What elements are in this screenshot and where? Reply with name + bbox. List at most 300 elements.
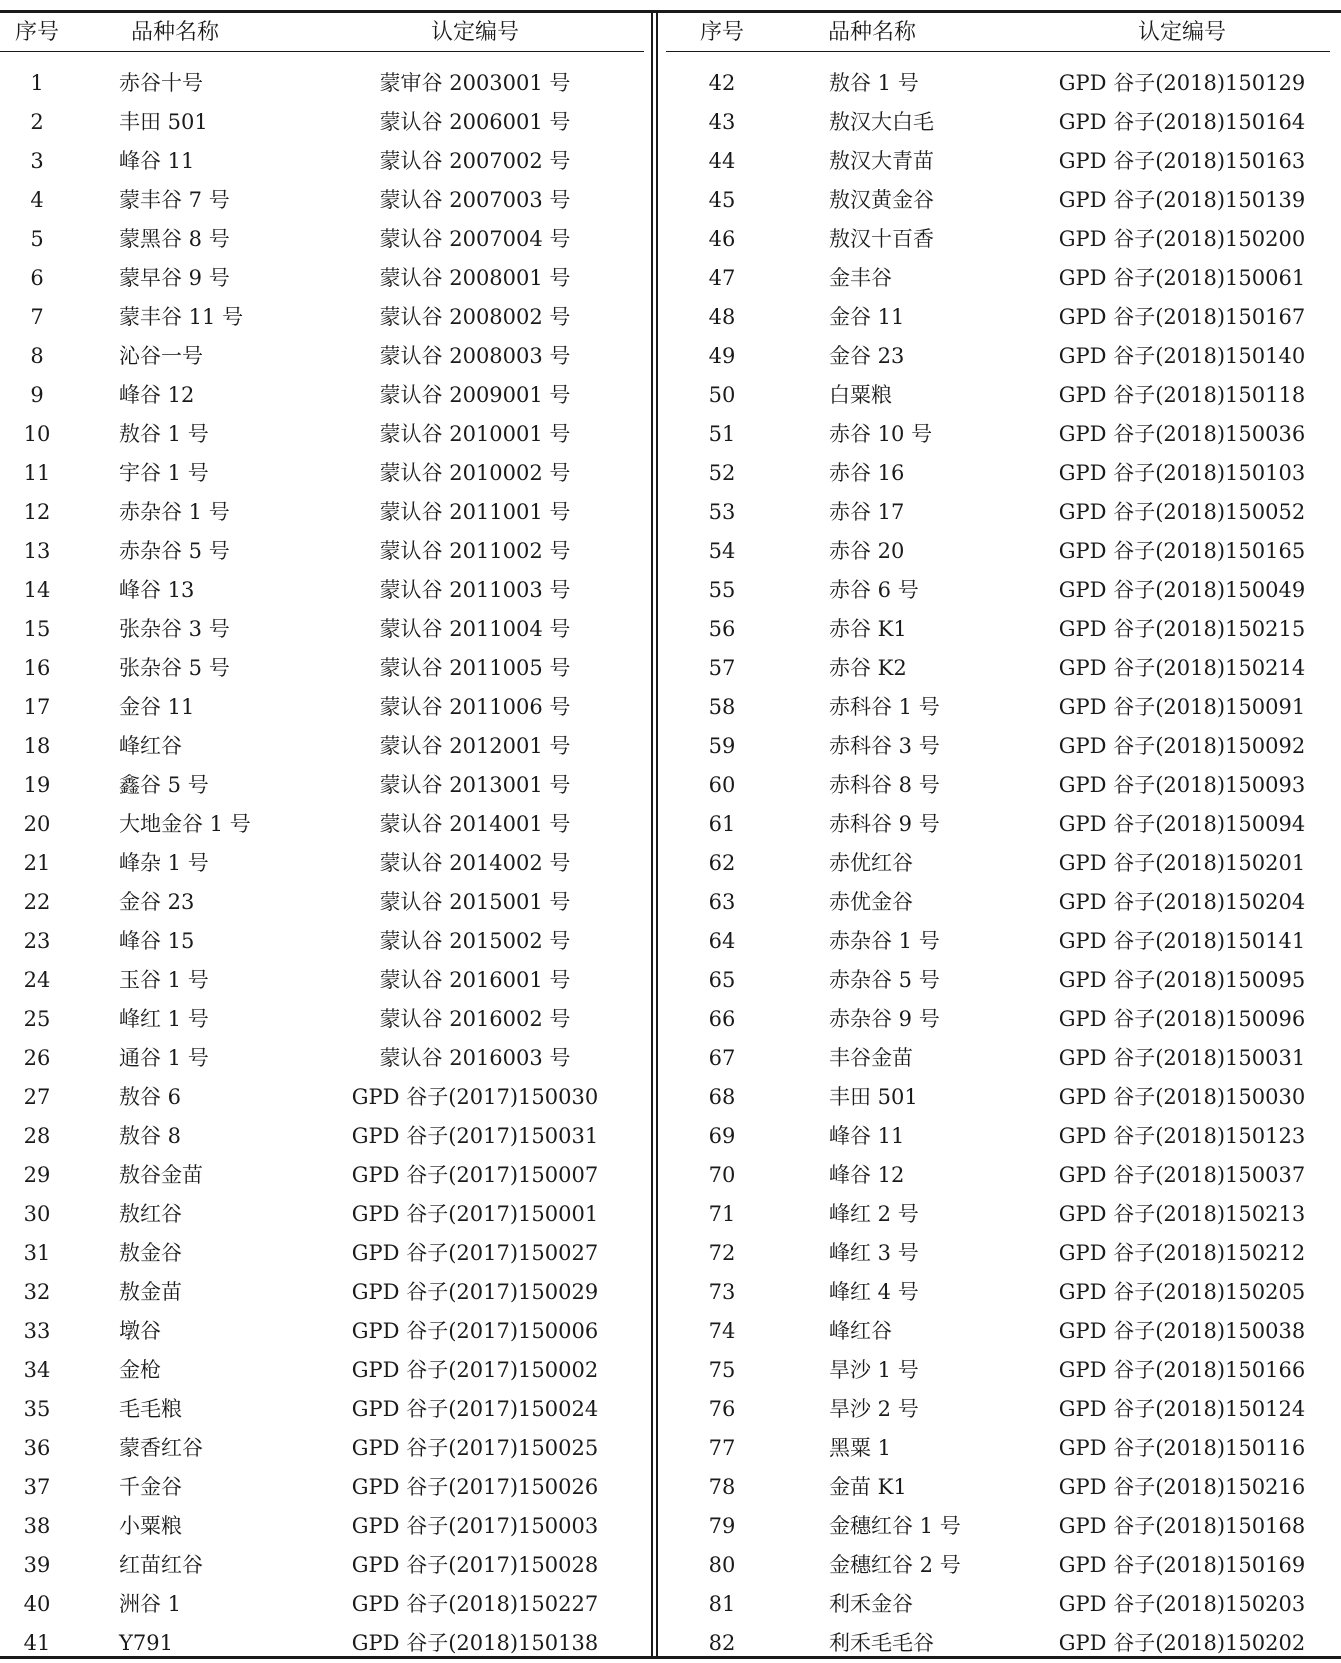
table-row <box>662 883 1341 922</box>
cell-approval-code: GPD 谷子(2018)150037 <box>1058 1163 1306 1187</box>
table-row <box>0 220 648 259</box>
cell-approval-code: 蒙认谷 2009001 号 <box>379 383 571 407</box>
cell-index: 54 <box>708 539 736 563</box>
header-code: 认定编号 <box>1137 20 1226 45</box>
cell-index: 58 <box>708 695 736 719</box>
cell-index: 24 <box>23 968 51 992</box>
cell-index: 20 <box>23 812 51 836</box>
cell-index: 40 <box>23 1592 51 1616</box>
cell-variety-name: 鑫谷 5 号 <box>119 773 209 797</box>
cell-index: 75 <box>708 1358 736 1382</box>
cell-index: 45 <box>708 188 736 212</box>
cell-index: 17 <box>23 695 51 719</box>
cell-approval-code: 蒙认谷 2008002 号 <box>379 305 571 329</box>
cell-variety-name: 蒙香红谷 <box>119 1436 203 1460</box>
cell-variety-name: 金谷 23 <box>829 344 905 368</box>
table-row <box>662 1195 1341 1234</box>
cell-variety-name: 洲谷 1 <box>119 1592 182 1616</box>
cell-variety-name: 金丰谷 <box>829 266 892 290</box>
table-row <box>0 766 648 805</box>
cell-index: 82 <box>708 1631 736 1655</box>
cell-approval-code: GPD 谷子(2017)150029 <box>351 1280 599 1304</box>
cell-index: 74 <box>708 1319 736 1343</box>
cell-variety-name: 千金谷 <box>119 1475 182 1499</box>
table-row <box>0 610 648 649</box>
cell-index: 7 <box>30 305 44 329</box>
header-name: 品种名称 <box>131 20 220 45</box>
table-row <box>662 571 1341 610</box>
table-row <box>0 1585 648 1624</box>
table-row <box>0 259 648 298</box>
table-row <box>662 298 1341 337</box>
table-row <box>0 1351 648 1390</box>
cell-index: 14 <box>23 578 51 602</box>
cell-approval-code: GPD 谷子(2017)150003 <box>351 1514 599 1538</box>
cell-approval-code: GPD 谷子(2018)150118 <box>1058 383 1306 407</box>
cell-index: 38 <box>23 1514 51 1538</box>
table-row <box>662 259 1341 298</box>
cell-index: 23 <box>23 929 51 953</box>
table-body <box>662 54 1341 1663</box>
cell-variety-name: 旱沙 1 号 <box>829 1358 919 1382</box>
cell-approval-code: GPD 谷子(2017)150031 <box>351 1124 599 1148</box>
table-row <box>662 610 1341 649</box>
cell-index: 57 <box>708 656 736 680</box>
cell-index: 5 <box>30 227 44 251</box>
cell-approval-code: GPD 谷子(2017)150024 <box>351 1397 599 1421</box>
table-row <box>662 454 1341 493</box>
cell-approval-code: 蒙认谷 2016003 号 <box>379 1046 571 1070</box>
table-row <box>662 961 1341 1000</box>
table-row <box>0 571 648 610</box>
cell-variety-name: 敖汉十百香 <box>829 227 934 251</box>
table-row <box>662 1039 1341 1078</box>
cell-index: 71 <box>708 1202 736 1226</box>
cell-index: 27 <box>23 1085 51 1109</box>
cell-variety-name: 金谷 23 <box>119 890 195 914</box>
cell-index: 28 <box>23 1124 51 1148</box>
table-row <box>662 1156 1341 1195</box>
table-row <box>662 1351 1341 1390</box>
cell-variety-name: Y791 <box>119 1631 173 1655</box>
cell-variety-name: 红苗红谷 <box>119 1553 203 1577</box>
cell-variety-name: 赤谷 17 <box>829 500 905 524</box>
table-row <box>662 64 1341 103</box>
table-row <box>0 1624 648 1663</box>
cell-index: 69 <box>708 1124 736 1148</box>
cell-index: 64 <box>708 929 736 953</box>
cell-index: 22 <box>23 890 51 914</box>
cell-approval-code: GPD 谷子(2018)150052 <box>1058 500 1306 524</box>
cell-variety-name: 敖谷 6 <box>119 1085 182 1109</box>
cell-index: 41 <box>23 1631 51 1655</box>
table-row <box>662 181 1341 220</box>
cell-variety-name: 金穗红谷 2 号 <box>829 1553 961 1577</box>
cell-variety-name: 宇谷 1 号 <box>119 461 209 485</box>
cell-approval-code: GPD 谷子(2018)150091 <box>1058 695 1306 719</box>
cell-approval-code: 蒙认谷 2011002 号 <box>379 539 571 563</box>
cell-variety-name: 敖谷 1 号 <box>829 71 919 95</box>
table-row <box>0 1507 648 1546</box>
cell-variety-name: 峰谷 13 <box>119 578 195 602</box>
header-code: 认定编号 <box>430 20 519 45</box>
cell-variety-name: 蒙早谷 9 号 <box>119 266 230 290</box>
cell-approval-code: 蒙认谷 2008003 号 <box>379 344 571 368</box>
cell-index: 32 <box>23 1280 51 1304</box>
cell-index: 4 <box>30 188 44 212</box>
cell-approval-code: 蒙认谷 2016001 号 <box>379 968 571 992</box>
table-row <box>0 337 648 376</box>
cell-index: 51 <box>708 422 736 446</box>
cell-index: 53 <box>708 500 736 524</box>
cell-variety-name: 峰红谷 <box>829 1319 892 1343</box>
cell-approval-code: GPD 谷子(2018)150164 <box>1058 110 1306 134</box>
cell-index: 11 <box>23 461 51 485</box>
cell-variety-name: 敖金苗 <box>119 1280 182 1304</box>
cell-approval-code: GPD 谷子(2018)150163 <box>1058 149 1306 173</box>
cell-variety-name: 大地金谷 1 号 <box>119 812 251 836</box>
cell-approval-code: GPD 谷子(2018)150216 <box>1058 1475 1306 1499</box>
table-row <box>0 961 648 1000</box>
table-row <box>0 103 648 142</box>
cell-approval-code: 蒙认谷 2007003 号 <box>379 188 571 212</box>
cell-approval-code: 蒙认谷 2013001 号 <box>379 773 571 797</box>
table-row <box>662 337 1341 376</box>
cell-index: 6 <box>30 266 44 290</box>
table-row <box>0 805 648 844</box>
cell-approval-code: GPD 谷子(2017)150007 <box>351 1163 599 1187</box>
cell-approval-code: GPD 谷子(2018)150204 <box>1058 890 1306 914</box>
cell-approval-code: GPD 谷子(2017)150025 <box>351 1436 599 1460</box>
cell-approval-code: GPD 谷子(2018)150124 <box>1058 1397 1306 1421</box>
table-row <box>0 1546 648 1585</box>
table-row <box>662 1546 1341 1585</box>
cell-approval-code: GPD 谷子(2018)150227 <box>351 1592 599 1616</box>
cell-variety-name: 利禾金谷 <box>829 1592 913 1616</box>
cell-approval-code: GPD 谷子(2018)150140 <box>1058 344 1306 368</box>
cell-index: 35 <box>23 1397 51 1421</box>
cell-variety-name: 赤杂谷 9 号 <box>829 1007 940 1031</box>
cell-variety-name: 峰红 2 号 <box>829 1202 919 1226</box>
cell-index: 78 <box>708 1475 736 1499</box>
cell-index: 55 <box>708 578 736 602</box>
cell-variety-name: 赤谷 10 号 <box>829 422 933 446</box>
cell-variety-name: 通谷 1 号 <box>119 1046 209 1070</box>
table-row <box>662 1312 1341 1351</box>
table-row <box>0 1078 648 1117</box>
cell-index: 31 <box>23 1241 51 1265</box>
cell-approval-code: 蒙认谷 2014001 号 <box>379 812 571 836</box>
header-row <box>0 12 648 54</box>
table-row <box>662 805 1341 844</box>
cell-approval-code: GPD 谷子(2018)150094 <box>1058 812 1306 836</box>
table-row <box>662 1507 1341 1546</box>
cell-index: 56 <box>708 617 736 641</box>
cell-index: 67 <box>708 1046 736 1070</box>
cell-variety-name: 赤科谷 9 号 <box>829 812 940 836</box>
cell-variety-name: 敖汉大白毛 <box>829 110 934 134</box>
cell-variety-name: 峰杂 1 号 <box>119 851 209 875</box>
cell-approval-code: GPD 谷子(2018)150141 <box>1058 929 1306 953</box>
cell-index: 47 <box>708 266 736 290</box>
cell-variety-name: 旱沙 2 号 <box>829 1397 919 1421</box>
table-row <box>0 181 648 220</box>
cell-index: 68 <box>708 1085 736 1109</box>
cell-approval-code: GPD 谷子(2018)150214 <box>1058 656 1306 680</box>
table-row <box>662 220 1341 259</box>
cell-variety-name: 金苗 K1 <box>829 1475 907 1499</box>
cell-approval-code: GPD 谷子(2017)150001 <box>351 1202 599 1226</box>
cell-approval-code: 蒙认谷 2015002 号 <box>379 929 571 953</box>
cell-variety-name: 峰红 1 号 <box>119 1007 209 1031</box>
cell-approval-code: 蒙认谷 2010001 号 <box>379 422 571 446</box>
cell-index: 18 <box>23 734 51 758</box>
cell-index: 60 <box>708 773 736 797</box>
cell-variety-name: 金枪 <box>119 1358 161 1382</box>
table-row <box>0 142 648 181</box>
table-row <box>0 493 648 532</box>
cell-variety-name: 敖谷金苗 <box>119 1163 203 1187</box>
table-row <box>0 844 648 883</box>
table-row <box>0 922 648 961</box>
cell-approval-code: GPD 谷子(2018)150116 <box>1058 1436 1306 1460</box>
cell-approval-code: GPD 谷子(2017)150028 <box>351 1553 599 1577</box>
cell-approval-code: GPD 谷子(2018)150129 <box>1058 71 1306 95</box>
cell-variety-name: 敖谷 8 <box>119 1124 182 1148</box>
cell-index: 39 <box>23 1553 51 1577</box>
cell-variety-name: 玉谷 1 号 <box>119 968 209 992</box>
cell-variety-name: 赤杂谷 1 号 <box>119 500 230 524</box>
cell-approval-code: GPD 谷子(2018)150139 <box>1058 188 1306 212</box>
cell-index: 61 <box>708 812 736 836</box>
column-divider-a <box>651 10 653 1659</box>
cell-approval-code: 蒙认谷 2011006 号 <box>379 695 571 719</box>
table-row <box>0 532 648 571</box>
cell-index: 9 <box>30 383 44 407</box>
cell-approval-code: 蒙认谷 2014002 号 <box>379 851 571 875</box>
cell-index: 43 <box>708 110 736 134</box>
column-divider-b <box>656 10 658 1659</box>
table-row <box>662 532 1341 571</box>
table-row <box>0 1234 648 1273</box>
cell-index: 63 <box>708 890 736 914</box>
table-row <box>662 1429 1341 1468</box>
cell-index: 59 <box>708 734 736 758</box>
table-row <box>0 415 648 454</box>
cell-approval-code: 蒙认谷 2011005 号 <box>379 656 571 680</box>
cell-variety-name: 丰田 501 <box>829 1085 918 1109</box>
cell-approval-code: GPD 谷子(2018)150202 <box>1058 1631 1306 1655</box>
cell-approval-code: 蒙认谷 2011004 号 <box>379 617 571 641</box>
table-row <box>662 376 1341 415</box>
cell-index: 81 <box>708 1592 736 1616</box>
cell-approval-code: GPD 谷子(2018)150138 <box>351 1631 599 1655</box>
cell-variety-name: 峰谷 12 <box>829 1163 905 1187</box>
cell-approval-code: GPD 谷子(2018)150167 <box>1058 305 1306 329</box>
cell-variety-name: 利禾毛毛谷 <box>829 1631 934 1655</box>
table-row <box>662 1624 1341 1663</box>
cell-index: 2 <box>30 110 44 134</box>
header-index: 序号 <box>14 20 59 45</box>
cell-approval-code: GPD 谷子(2018)150212 <box>1058 1241 1306 1265</box>
cell-approval-code: GPD 谷子(2018)150103 <box>1058 461 1306 485</box>
cell-variety-name: 赤优红谷 <box>829 851 913 875</box>
cell-index: 3 <box>30 149 44 173</box>
cell-variety-name: 敖汉大青苗 <box>829 149 934 173</box>
table-row <box>0 454 648 493</box>
cell-variety-name: 赤谷十号 <box>119 71 203 95</box>
cell-variety-name: 金穗红谷 1 号 <box>829 1514 961 1538</box>
table-row <box>0 1117 648 1156</box>
cell-approval-code: GPD 谷子(2018)150168 <box>1058 1514 1306 1538</box>
table-row <box>0 64 648 103</box>
cell-index: 76 <box>708 1397 736 1421</box>
table-row <box>0 1156 648 1195</box>
cell-index: 16 <box>23 656 51 680</box>
cell-approval-code: GPD 谷子(2018)150203 <box>1058 1592 1306 1616</box>
cell-approval-code: GPD 谷子(2017)150026 <box>351 1475 599 1499</box>
cell-index: 79 <box>708 1514 736 1538</box>
cell-variety-name: 毛毛粮 <box>119 1397 182 1421</box>
cell-variety-name: 赤谷 20 <box>829 539 905 563</box>
cell-variety-name: 敖红谷 <box>119 1202 182 1226</box>
table-row <box>662 649 1341 688</box>
cell-variety-name: 沁谷一号 <box>119 344 203 368</box>
cell-variety-name: 赤科谷 8 号 <box>829 773 940 797</box>
cell-approval-code: GPD 谷子(2018)150215 <box>1058 617 1306 641</box>
cell-variety-name: 金谷 11 <box>829 305 905 329</box>
cell-index: 65 <box>708 968 736 992</box>
cell-approval-code: 蒙认谷 2007004 号 <box>379 227 571 251</box>
cell-index: 8 <box>30 344 44 368</box>
cell-index: 26 <box>23 1046 51 1070</box>
cell-approval-code: 蒙认谷 2016002 号 <box>379 1007 571 1031</box>
cell-index: 42 <box>708 71 736 95</box>
table-row <box>662 142 1341 181</box>
cell-variety-name: 墩谷 <box>119 1319 161 1343</box>
table-row <box>662 1273 1341 1312</box>
cell-approval-code: 蒙认谷 2011003 号 <box>379 578 571 602</box>
cell-approval-code: GPD 谷子(2017)150006 <box>351 1319 599 1343</box>
cell-approval-code: GPD 谷子(2017)150027 <box>351 1241 599 1265</box>
table-row <box>0 649 648 688</box>
table-row <box>662 1078 1341 1117</box>
cell-index: 62 <box>708 851 736 875</box>
cell-index: 10 <box>23 422 51 446</box>
table-row <box>662 727 1341 766</box>
cell-index: 15 <box>23 617 51 641</box>
table-row <box>0 688 648 727</box>
cell-approval-code: GPD 谷子(2018)150049 <box>1058 578 1306 602</box>
cell-index: 29 <box>23 1163 51 1187</box>
cell-index: 77 <box>708 1436 736 1460</box>
table-row <box>0 1429 648 1468</box>
cell-variety-name: 敖金谷 <box>119 1241 182 1265</box>
table-row <box>662 1585 1341 1624</box>
cell-index: 44 <box>708 149 736 173</box>
cell-index: 19 <box>23 773 51 797</box>
cell-variety-name: 赤谷 16 <box>829 461 905 485</box>
cell-variety-name: 峰谷 11 <box>829 1124 905 1148</box>
cell-approval-code: GPD 谷子(2018)150123 <box>1058 1124 1306 1148</box>
table-row <box>0 1000 648 1039</box>
cell-index: 30 <box>23 1202 51 1226</box>
left-panel <box>0 12 648 1663</box>
cell-index: 72 <box>708 1241 736 1265</box>
cell-approval-code: GPD 谷子(2018)150200 <box>1058 227 1306 251</box>
cell-index: 70 <box>708 1163 736 1187</box>
table-body <box>0 54 648 1663</box>
cell-approval-code: GPD 谷子(2017)150030 <box>351 1085 599 1109</box>
cell-approval-code: GPD 谷子(2017)150002 <box>351 1358 599 1382</box>
cell-index: 50 <box>708 383 736 407</box>
cell-variety-name: 蒙丰谷 11 号 <box>119 305 244 329</box>
cell-approval-code: GPD 谷子(2018)150031 <box>1058 1046 1306 1070</box>
table-row <box>0 1273 648 1312</box>
cell-variety-name: 金谷 11 <box>119 695 195 719</box>
cell-index: 33 <box>23 1319 51 1343</box>
cell-approval-code: GPD 谷子(2018)150166 <box>1058 1358 1306 1382</box>
table-row <box>0 1390 648 1429</box>
cell-approval-code: GPD 谷子(2018)150036 <box>1058 422 1306 446</box>
cell-variety-name: 赤科谷 1 号 <box>829 695 940 719</box>
cell-index: 46 <box>708 227 736 251</box>
table-row <box>0 727 648 766</box>
cell-approval-code: GPD 谷子(2018)150092 <box>1058 734 1306 758</box>
cell-approval-code: GPD 谷子(2018)150213 <box>1058 1202 1306 1226</box>
cell-variety-name: 敖汉黄金谷 <box>829 188 934 212</box>
cell-approval-code: GPD 谷子(2018)150201 <box>1058 851 1306 875</box>
table-row <box>662 766 1341 805</box>
cell-variety-name: 赤杂谷 1 号 <box>829 929 940 953</box>
cell-variety-name: 丰田 501 <box>119 110 208 134</box>
cell-variety-name: 赤科谷 3 号 <box>829 734 940 758</box>
cell-approval-code: 蒙审谷 2003001 号 <box>379 71 571 95</box>
header-index: 序号 <box>699 20 744 45</box>
table-row <box>0 1195 648 1234</box>
table-row <box>662 493 1341 532</box>
table-row <box>662 1000 1341 1039</box>
table-row <box>0 376 648 415</box>
cell-variety-name: 白粟粮 <box>829 383 892 407</box>
cell-index: 12 <box>23 500 51 524</box>
cell-variety-name: 峰红谷 <box>119 734 182 758</box>
table-row <box>662 415 1341 454</box>
table-row <box>662 688 1341 727</box>
cell-approval-code: GPD 谷子(2018)150030 <box>1058 1085 1306 1109</box>
cell-approval-code: 蒙认谷 2007002 号 <box>379 149 571 173</box>
cell-index: 66 <box>708 1007 736 1031</box>
cell-variety-name: 峰谷 12 <box>119 383 195 407</box>
table-row <box>662 844 1341 883</box>
cell-approval-code: GPD 谷子(2018)150093 <box>1058 773 1306 797</box>
cell-index: 21 <box>23 851 51 875</box>
table-row <box>662 1468 1341 1507</box>
cell-approval-code: 蒙认谷 2012001 号 <box>379 734 571 758</box>
table-row <box>0 1468 648 1507</box>
table-row <box>662 1390 1341 1429</box>
cell-approval-code: 蒙认谷 2015001 号 <box>379 890 571 914</box>
cell-index: 13 <box>23 539 51 563</box>
cell-index: 36 <box>23 1436 51 1460</box>
table-row <box>662 922 1341 961</box>
cell-index: 80 <box>708 1553 736 1577</box>
cell-variety-name: 蒙黑谷 8 号 <box>119 227 230 251</box>
cell-approval-code: GPD 谷子(2018)150061 <box>1058 266 1306 290</box>
cell-variety-name: 峰谷 11 <box>119 149 195 173</box>
table-row <box>0 1312 648 1351</box>
cell-variety-name: 赤谷 K1 <box>829 617 907 641</box>
